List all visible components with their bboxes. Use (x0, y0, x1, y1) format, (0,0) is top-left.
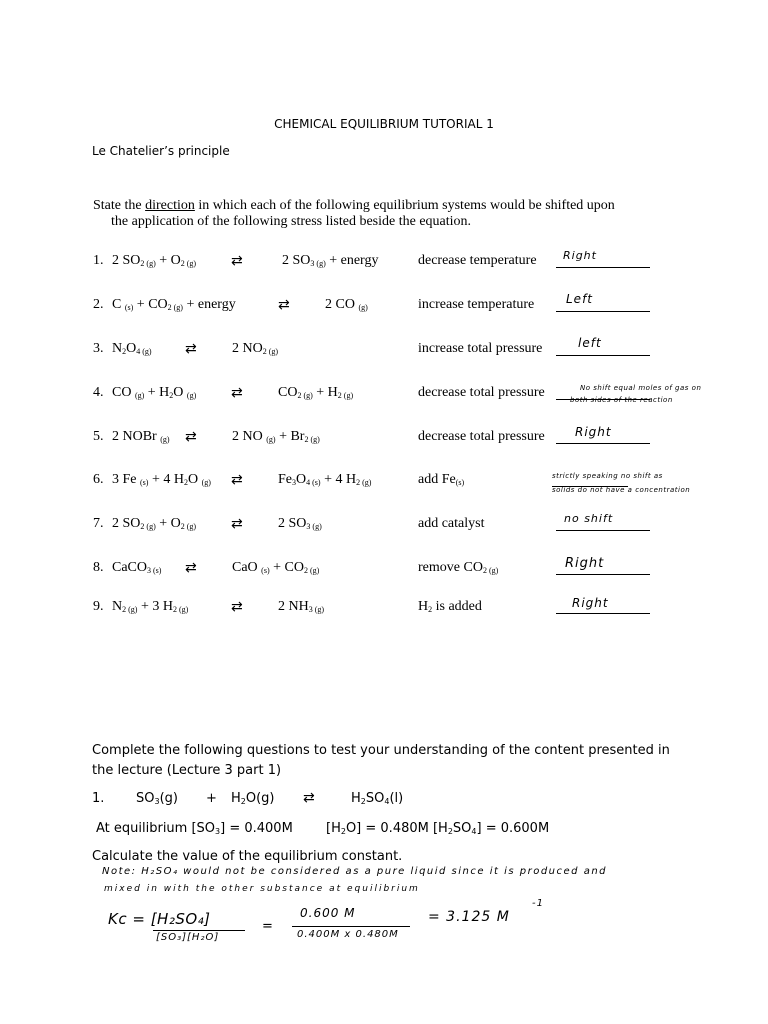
stress: decrease total pressure (418, 429, 545, 444)
handwritten-answer: Right (565, 556, 605, 571)
reactant-h2o: $H_2O(g)$ (231, 791, 275, 806)
products: $Fe_3O_{4 (s)} + 4$ $H_{2 (g)}$ (278, 472, 372, 487)
reactants: CaCO$_{3 (s)}$ (112, 560, 162, 575)
answer-line (556, 443, 650, 444)
equilibrium-arrow: ⇄ (185, 341, 197, 357)
plus-sign: + (206, 791, 217, 806)
handwritten-note-line-2: mixed in with the other substance at equilibrium (104, 884, 420, 894)
handwritten-equals: = (262, 919, 274, 934)
handwritten-answer: strictly speaking no shift as (552, 472, 663, 480)
answer-line (556, 355, 650, 356)
handwritten-answer: left (578, 336, 602, 350)
row-number: 6. (93, 472, 104, 487)
part2-intro-line-1: Complete the following questions to test your understanding of the content presented in (92, 743, 670, 758)
stress: decrease temperature (418, 253, 537, 268)
row-number: 7. (93, 516, 104, 531)
products: 2 $SO_{3 (g)}$ + energy (282, 253, 379, 268)
reactants: 2 $SO_{2 (g)} + O_{2 (g)}$ (112, 516, 197, 531)
stress: remove $CO_{2 (g)}$ (418, 560, 499, 575)
page-title: CHEMICAL EQUILIBRIUM TUTORIAL 1 (274, 117, 494, 131)
equilibrium-arrow: ⇄ (303, 790, 315, 806)
instructions-line-1: State the direction in which each of the following equilibrium systems would be shifted upon (93, 198, 615, 213)
answer-line (556, 267, 650, 268)
equilibrium-concentrations-b: $[H_2O] = 0.480M$ $[H_2SO_4] = 0.600M$ (326, 821, 550, 836)
row-number: 2. (93, 297, 104, 312)
stress: increase temperature (418, 297, 535, 312)
handwritten-answer: Left (566, 292, 593, 306)
reactants: C $_{(s)} + CO_{2 (g)}$ + energy (112, 297, 236, 312)
equilibrium-arrow: ⇄ (278, 297, 290, 313)
kc-fraction-bar (153, 930, 245, 931)
equilibrium-concentrations-a: At equilibrium $[SO_3] = 0.400M$ (96, 821, 293, 836)
handwritten-result: = 3.125 M (428, 909, 510, 925)
question-number: 1. (92, 791, 105, 806)
instructions-line-2: the application of the following stress listed beside the equation. (111, 214, 472, 229)
row-number: 4. (93, 385, 104, 400)
handwritten-answer-line-2: both sides of the reaction (570, 396, 673, 404)
handwritten-answer-line-2: solids do not have a concentration (552, 486, 691, 494)
direction-emphasis: direction (145, 198, 195, 213)
equilibrium-arrow: ⇄ (231, 516, 243, 532)
row-number: 8. (93, 560, 104, 575)
row-number: 9. (93, 599, 104, 614)
handwritten-kc-numerator: Kc = [H₂SO₄] (108, 910, 211, 928)
equilibrium-arrow: ⇄ (185, 560, 197, 576)
handwritten-fraction-denominator: 0.400M x 0.480M (297, 929, 399, 940)
part2-intro-line-2: the lecture (Lecture 3 part 1) (92, 763, 282, 778)
subtitle: Le Chatelier’s principle (92, 144, 230, 158)
reactants: 2 NOBr $_{(g)}$ (112, 429, 170, 444)
stress: add catalyst (418, 516, 485, 531)
stress: increase total pressure (418, 341, 543, 356)
fraction-bar (292, 926, 410, 927)
product-h2so4: $H_2SO_4(l)$ (351, 791, 404, 806)
row-number: 1. (93, 253, 104, 268)
equilibrium-arrow: ⇄ (231, 599, 243, 615)
products: CaO $_{(s)} + CO_{2 (g)}$ (232, 560, 320, 575)
stress: add $Fe_{(s)}$ (418, 472, 465, 487)
reactants: $N_2O_{4 (g)}$ (112, 341, 152, 356)
equilibrium-arrow: ⇄ (231, 253, 243, 269)
calculate-instruction: Calculate the value of the equilibrium constant. (92, 849, 403, 864)
products: 2 $NO_{2 (g)}$ (232, 341, 279, 356)
reactants: 3 Fe $_{(s)}$ + 4 $H_2O$ $_{(g)}$ (112, 472, 211, 487)
reactants: 2 $SO_{2 (g)} + O_{2 (g)}$ (112, 253, 197, 268)
products: 2 $NH_{3 (g)}$ (278, 599, 325, 614)
answer-line (556, 574, 650, 575)
row-number: 5. (93, 429, 104, 444)
stress: decrease total pressure (418, 385, 545, 400)
products: 2 CO $_{(g)}$ (325, 297, 368, 312)
equilibrium-arrow: ⇄ (231, 385, 243, 401)
handwritten-result-exponent: -1 (532, 898, 544, 909)
handwritten-answer: Right (572, 596, 609, 610)
equilibrium-arrow: ⇄ (231, 472, 243, 488)
answer-line (556, 530, 650, 531)
handwritten-answer: No shift equal moles of gas on (580, 384, 702, 392)
reactants: CO $_{(g)} + H_2O$ $_{(g)}$ (112, 385, 197, 400)
stress: $H_2$ is added (418, 599, 482, 614)
handwritten-answer: no shift (564, 512, 614, 525)
handwritten-note-line-1: Note: H₂SO₄ would not be considered as a pure liquid since it is produced and (102, 866, 608, 877)
row-number: 3. (93, 341, 104, 356)
equilibrium-arrow: ⇄ (185, 429, 197, 445)
answer-line (556, 311, 650, 312)
products: $CO_{2 (g)} + H_{2 (g)}$ (278, 385, 354, 400)
handwritten-kc-denominator: [SO₃][H₂O] (156, 932, 220, 943)
answer-line (556, 613, 650, 614)
reactants: $N_{2 (g)} + 3$ $H_{2 (g)}$ (112, 599, 189, 614)
reactant-so3: $SO_3(g)$ (136, 791, 178, 806)
handwritten-fraction-numerator: 0.600 M (300, 906, 356, 920)
handwritten-answer: Right (575, 425, 612, 439)
products: 2 $SO_{3 (g)}$ (278, 516, 322, 531)
handwritten-answer: Right (563, 249, 597, 262)
products: 2 NO $_{(g)} + Br_{2 (g)}$ (232, 429, 320, 444)
